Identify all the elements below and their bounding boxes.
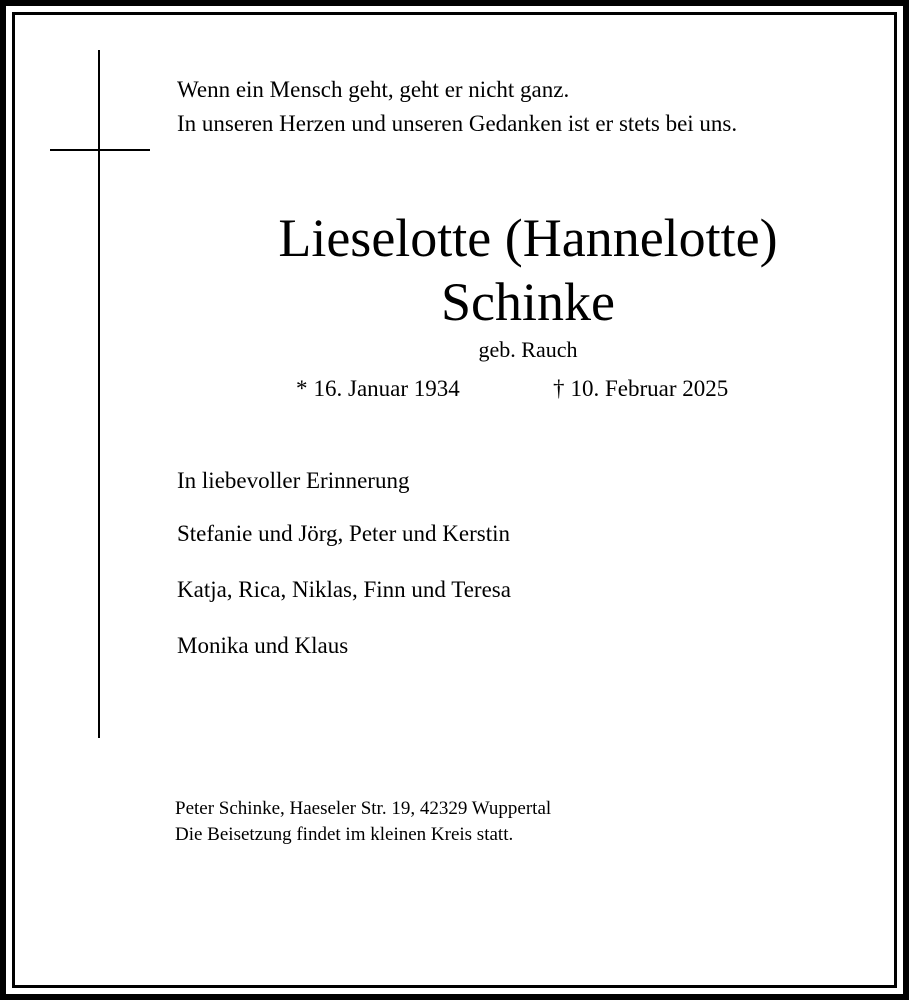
quote-line-1: Wenn ein Mensch geht, geht er nicht ganz. bbox=[177, 77, 570, 102]
mourner-line: Katja, Rica, Niklas, Finn und Teresa bbox=[177, 577, 511, 602]
cross-icon-horizontal-bar bbox=[50, 149, 150, 151]
cross-icon-vertical-bar bbox=[98, 50, 100, 738]
death-date-line bbox=[553, 374, 728, 404]
mourner-line: Stefanie und Jörg, Peter und Kerstin bbox=[177, 521, 511, 546]
memorial-quote bbox=[177, 73, 737, 141]
contact-address: Peter Schinke, Haeseler Str. 19, 42329 Wuppertal bbox=[175, 798, 552, 819]
quote-line-2: In unseren Herzen und unseren Gedanken ist er stets bei uns. bbox=[177, 111, 738, 136]
birth-star-icon: * bbox=[296, 376, 308, 401]
mourner-line: Monika und Klaus bbox=[177, 633, 349, 658]
birth-date-line bbox=[296, 374, 460, 404]
burial-note: Die Beisetzung findet im kleinen Kreis statt. bbox=[175, 824, 514, 845]
death-date: 10. Februar 2025 bbox=[570, 376, 729, 401]
deceased-name-line-1: Lieselotte (Hannelotte) bbox=[278, 208, 778, 268]
deceased-surname: Schinke bbox=[441, 272, 615, 332]
maiden-name: geb. Rauch bbox=[478, 337, 578, 362]
death-dagger-icon: † bbox=[553, 376, 565, 401]
birth-date: 16. Januar 1934 bbox=[313, 376, 460, 401]
remembrance-intro: In liebevoller Erinnerung bbox=[177, 468, 410, 493]
footer-block bbox=[175, 796, 551, 848]
